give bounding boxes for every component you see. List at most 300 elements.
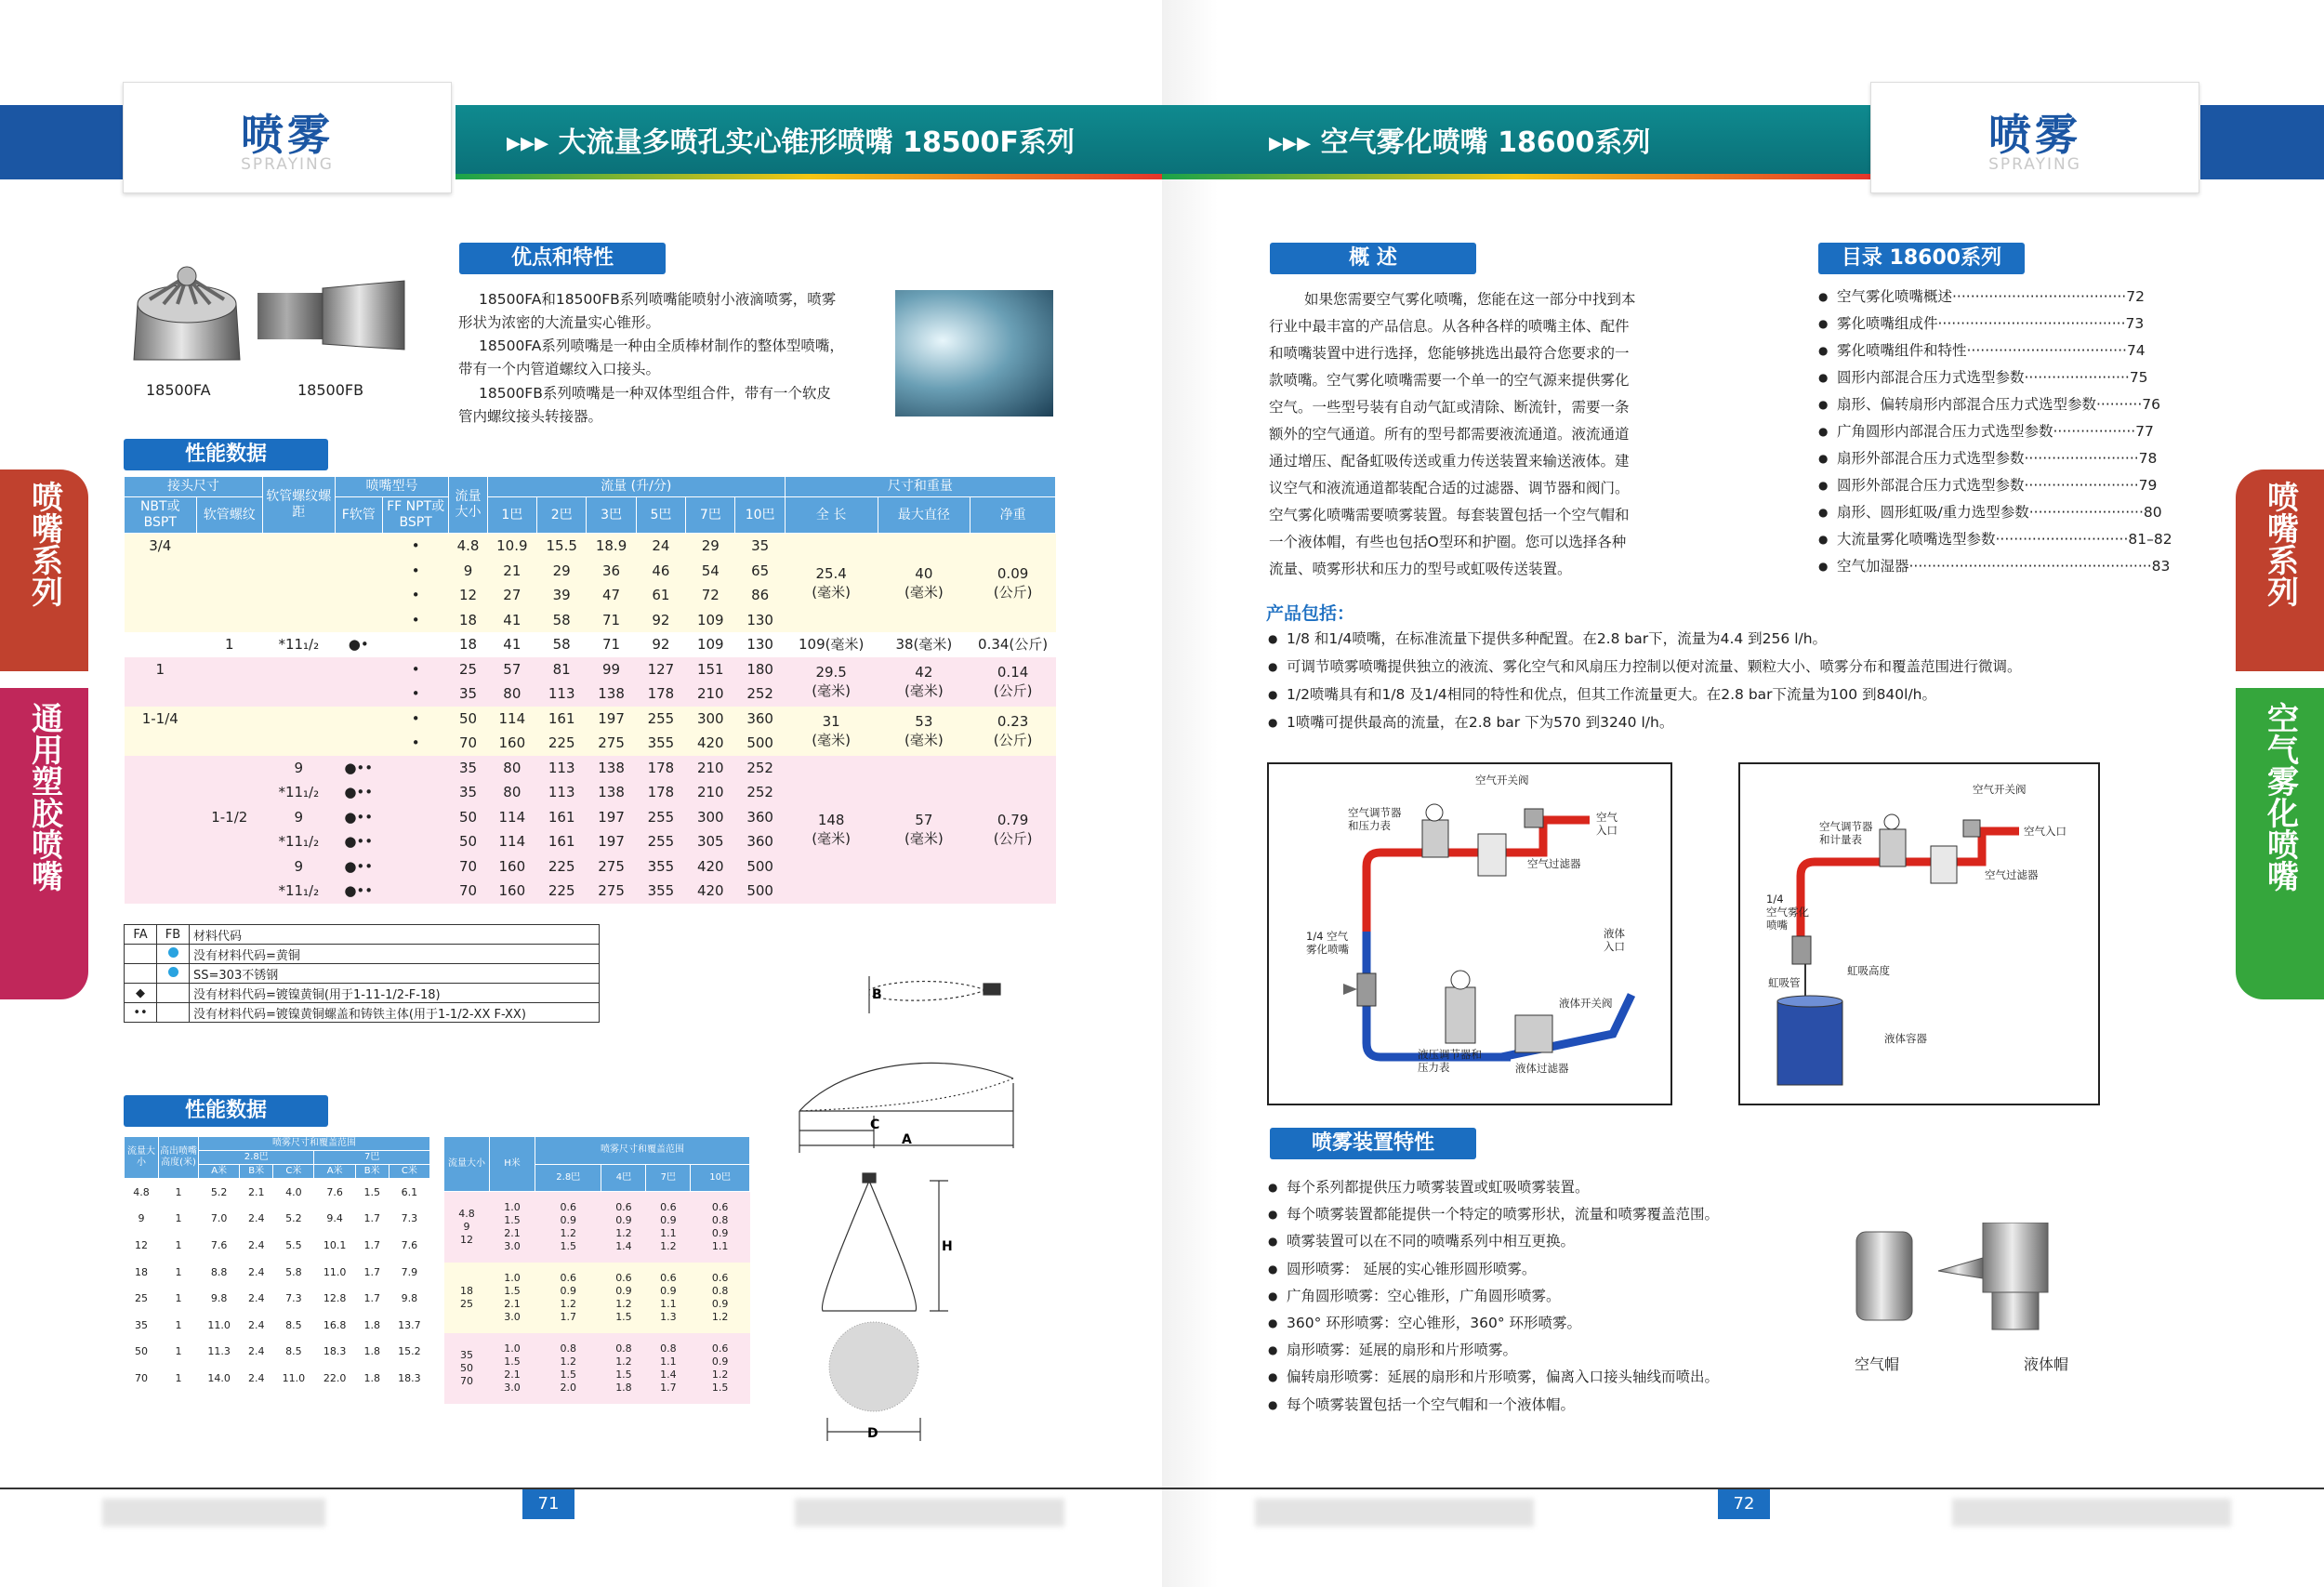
spraying-logo: [1870, 82, 2199, 193]
table-cell: 355: [636, 879, 685, 904]
table-cell: 35: [449, 780, 487, 805]
table-cell: 9: [449, 559, 487, 584]
table-cell: 15.5: [537, 534, 587, 559]
table-cell: 255: [636, 805, 685, 830]
table-cell: [125, 756, 197, 781]
table-cell: 29: [537, 559, 587, 584]
table-cell: 1: [175, 1345, 182, 1358]
dim-label-b: B: [872, 987, 882, 1002]
th-flow: 流量大小: [125, 1137, 159, 1179]
table-cell: [335, 534, 382, 559]
table-cell: 8.8: [210, 1265, 228, 1278]
table-cell: [382, 805, 448, 830]
table-cell: 18: [449, 608, 487, 633]
label-air-inlet: 空气 入口: [1596, 811, 1618, 837]
table-cell: 9: [263, 756, 336, 781]
table-cell: 36: [587, 559, 636, 584]
table-cell: [125, 559, 197, 584]
blue-dot-icon: [168, 967, 178, 977]
table-row: [125, 534, 1056, 559]
nozzle-18500fa-photo: [126, 262, 247, 369]
side-tab-plastic[interactable]: [0, 688, 88, 999]
device-item: ● 偏转扇形喷雾：延展的扇形和片形喷雾，偏离入口接头轴线而喷出。: [1268, 1364, 1719, 1391]
table-cell: [335, 608, 382, 633]
th-length: 全 长: [785, 497, 878, 534]
device-item: ● 每个系列都提供压力喷雾装置或虹吸喷雾装置。: [1268, 1174, 1719, 1201]
table-cell: 1.0 1.5 2.1 3.0: [504, 1342, 521, 1394]
th-c: C米: [389, 1165, 429, 1179]
table-cell: 35: [135, 1318, 148, 1331]
table-cell: 161: [537, 707, 587, 732]
table-cell: 7.6: [326, 1185, 343, 1198]
table-cell: 1.0 1.5 2.1 3.0: [504, 1272, 521, 1323]
toc-item[interactable]: ● 扇形、偏转扇形内部混合压力式选型参数··········76: [1818, 391, 2172, 418]
table-cell: [196, 583, 262, 608]
table-cell: [335, 583, 382, 608]
table-cell: [196, 608, 262, 633]
overview-line: 一个液体帽，有些也包括O型环和护圈。您可以选择各种: [1269, 534, 1627, 550]
dim-cell: 0.09 (公斤): [971, 534, 1056, 633]
table-cell: 2.4: [247, 1212, 265, 1225]
material-legend: [124, 924, 600, 1023]
legend-fb: [157, 964, 190, 984]
table-cell: [125, 583, 197, 608]
table-cell: 18.9: [587, 534, 636, 559]
toc-item[interactable]: ● 扇形外部混合压力式选型参数·························78: [1818, 445, 2172, 472]
dim-cell: 109(毫米): [785, 632, 878, 657]
table-cell: 4.8 9 12: [458, 1208, 475, 1246]
table-cell: ●••: [335, 780, 382, 805]
table-cell: 300: [686, 805, 735, 830]
th-b: B米: [240, 1165, 273, 1179]
th-p7: 7巴: [646, 1164, 691, 1192]
right-page: [1162, 0, 2324, 1587]
footer-blur: [1952, 1499, 2231, 1527]
header-band-left: [0, 105, 123, 179]
label-air-valve: 空气开关阀: [1475, 774, 1529, 787]
table-cell: 113: [537, 780, 587, 805]
table-cell: [382, 879, 448, 904]
features-title: 优点和特性: [459, 243, 666, 274]
th-p10: 10巴: [691, 1164, 750, 1192]
table-cell: 355: [636, 731, 685, 756]
product-item: ● 1/8 和1/4喷嘴，在标准流量下提供多种配置。在2.8 bar下，流量为4.4 到256 l/h。: [1268, 625, 2022, 653]
table-cell: 80: [487, 681, 536, 707]
overview-line: 通过增压、配备虹吸传送或重力传送装置来输送液体。建: [1269, 453, 1630, 469]
table-cell: 70: [135, 1371, 148, 1384]
table-cell: 130: [735, 632, 785, 657]
toc-item[interactable]: ● 雾化喷嘴组件和特性···································74: [1818, 337, 2172, 364]
legend-fa: ◆: [125, 984, 157, 1003]
coverage-table-h: [443, 1136, 750, 1404]
table-cell: 1-1/2: [196, 805, 262, 830]
table-cell: 360: [735, 829, 785, 854]
table-cell: 71: [587, 632, 636, 657]
table-cell: 86: [735, 583, 785, 608]
dim-cell: 40 (毫米): [878, 534, 971, 633]
th-height: 高出喷嘴高度(米): [159, 1137, 199, 1179]
th-p28: 2.8巴: [199, 1151, 314, 1165]
table-cell: 41: [487, 608, 536, 633]
th-p10: 10巴: [735, 497, 785, 534]
table-cell: 161: [537, 829, 587, 854]
legend-fa-header: FA: [125, 925, 157, 945]
legend-code-header: 材料代码: [190, 925, 600, 945]
th-h: H米: [490, 1137, 535, 1192]
table-cell: 0.6 0.9 1.2 1.5: [560, 1201, 576, 1252]
dim-cell: 0.34(公斤): [971, 632, 1056, 657]
table-cell: 65: [735, 559, 785, 584]
th-hose: 软管螺纹: [196, 497, 262, 534]
table-row: [125, 1206, 430, 1233]
cap-photos: [1845, 1223, 2124, 1343]
spraying-logo: [123, 82, 452, 193]
table-cell: 360: [735, 805, 785, 830]
table-cell: 225: [537, 854, 587, 879]
th-dims: 尺寸和重量: [785, 477, 1055, 497]
features-line: 管内螺纹接头转接器。: [458, 408, 603, 425]
table-cell: [196, 756, 262, 781]
dim-cell: 57 (毫米): [878, 756, 971, 904]
table-cell: 1: [175, 1238, 182, 1251]
table-cell: 25: [449, 657, 487, 682]
device-item: ● 广角圆形喷雾：空心锥形，广角圆形喷雾。: [1268, 1283, 1719, 1310]
table-cell: 1-1/4: [125, 707, 197, 732]
table-cell: 70: [449, 854, 487, 879]
logo-en: SPRAYING: [241, 155, 334, 174]
table-cell: 255: [636, 829, 685, 854]
th-p1: 1巴: [487, 497, 536, 534]
dim-cell: 31 (毫米): [785, 707, 878, 756]
products-title: 产品包括：: [1266, 603, 1355, 624]
legend-fa: [125, 964, 157, 984]
table-row: [125, 707, 1056, 732]
th-flow: 流量 (升/分): [487, 477, 785, 497]
label-air-filter: 空气过滤器: [1527, 857, 1581, 870]
table-cell: 2.4: [247, 1265, 265, 1278]
label-nozzle: 1/4 空气雾化 喷嘴: [1766, 893, 1809, 932]
table-cell: 151: [686, 657, 735, 682]
table-cell: 7.0: [210, 1212, 228, 1225]
toc-item[interactable]: ● 广角圆形内部混合压力式选型参数··················77: [1818, 418, 2172, 445]
table-cell: 35: [449, 681, 487, 707]
table-cell: •: [382, 583, 448, 608]
side-tab-air[interactable]: [2236, 688, 2324, 999]
table-cell: •: [382, 559, 448, 584]
overview-line: 额外的空气通道。所有的型号都需要液流通道。液流通道: [1269, 426, 1630, 443]
spray-dimension-diagram: [781, 958, 1078, 1460]
overview-line: 如果您需要空气雾化喷嘴，您能在这一部分中找到本: [1304, 291, 1636, 308]
table-cell: 114: [487, 829, 536, 854]
toc-item[interactable]: ● 圆形内部混合压力式选型参数·······················75: [1818, 364, 2172, 391]
table-cell: [335, 559, 382, 584]
th-flow: 流量大小: [444, 1137, 490, 1192]
table-cell: 70: [449, 731, 487, 756]
table-cell: 197: [587, 805, 636, 830]
siphon-feed-piping: [1740, 764, 2098, 1104]
table-cell: 39: [537, 583, 587, 608]
table-cell: 29: [686, 534, 735, 559]
table-cell: 300: [686, 707, 735, 732]
side-tab-series[interactable]: [2236, 469, 2324, 671]
table-cell: [125, 731, 197, 756]
toc-item[interactable]: ● 扇形、圆形虹吸/重力选型参数·························80: [1818, 499, 2172, 526]
table-cell: 4.8: [133, 1185, 150, 1198]
table-cell: ●••: [335, 805, 382, 830]
dim-cell: 25.4 (毫米): [785, 534, 878, 633]
label-siphon-height: 虹吸高度: [1847, 964, 1890, 977]
table-cell: 54: [686, 559, 735, 584]
device-item: ● 每个喷雾装置包括一个空气帽和一个液体帽。: [1268, 1392, 1719, 1419]
table-cell: 50: [449, 707, 487, 732]
th-hose-thread: 软管螺纹螺距: [263, 477, 336, 534]
legend-fa: [125, 945, 157, 964]
overview-title: 概 述: [1270, 243, 1476, 274]
table-cell: 500: [735, 731, 785, 756]
table-cell: 252: [735, 681, 785, 707]
th-p7: 7巴: [686, 497, 735, 534]
table-cell: 16.8: [323, 1318, 347, 1331]
table-cell: 11.3: [207, 1345, 231, 1358]
table-cell: 0.6 0.9 1.2 1.4: [615, 1201, 632, 1252]
table-cell: 7.6: [210, 1238, 228, 1251]
table-cell: 420: [686, 879, 735, 904]
liquid-cap-label: 液体帽: [2024, 1356, 2069, 1373]
liquid-cap-icon: [1938, 1258, 1983, 1278]
table-cell: 71: [587, 608, 636, 633]
table-row: [125, 756, 1056, 781]
table-cell: 9: [263, 805, 336, 830]
legend-text: 没有材料代码=镀镍黄铜(用于1-11-1/2-F-18): [190, 984, 600, 1003]
table-cell: 1.7: [363, 1238, 380, 1251]
table-cell: 420: [686, 731, 735, 756]
table-cell: 14.0: [207, 1371, 231, 1384]
table-cell: [263, 707, 336, 732]
table-cell: 1.7: [363, 1265, 380, 1278]
table-cell: 275: [587, 731, 636, 756]
table-cell: 0.6 0.9 1.1 1.2: [660, 1201, 677, 1252]
table-cell: 225: [537, 879, 587, 904]
th-weight: 净重: [971, 497, 1056, 534]
table-cell: 138: [587, 780, 636, 805]
table-cell: [196, 681, 262, 707]
th-p3: 3巴: [587, 497, 636, 534]
th-p2: 2巴: [537, 497, 587, 534]
table-cell: [125, 854, 197, 879]
table-cell: 0.6 0.8 0.9 1.1: [711, 1201, 729, 1252]
table-cell: ●•: [335, 632, 382, 657]
table-cell: 70: [449, 879, 487, 904]
features-line: 形状为浓密的大流量实心锥形。: [458, 314, 661, 331]
table-cell: [263, 583, 336, 608]
table-cell: ●••: [335, 854, 382, 879]
side-tab-series[interactable]: [0, 469, 88, 671]
table-cell: [125, 632, 197, 657]
toc-title: 目录 18600系列: [1818, 243, 2025, 274]
table-row: [444, 1192, 750, 1263]
table-cell: 46: [636, 559, 685, 584]
logo-cn: 喷雾: [1988, 110, 2081, 160]
table-cell: 1: [175, 1292, 182, 1305]
table-cell: 114: [487, 805, 536, 830]
toc-item[interactable]: ● 空气加湿器·····················································83: [1818, 553, 2172, 580]
table-row: [444, 1263, 750, 1333]
table-row: [444, 1333, 750, 1404]
table-cell: [196, 854, 262, 879]
toc-item[interactable]: ● 空气雾化喷嘴概述······································72: [1818, 284, 2172, 311]
blue-dot-icon: [168, 947, 178, 958]
overview-line: 行业中最丰富的产品信息。从各种各样的喷嘴主体、配件: [1269, 318, 1630, 335]
table-cell: 4.0: [285, 1185, 302, 1198]
table-cell: 197: [587, 829, 636, 854]
table-row: [125, 657, 1056, 682]
table-cell: •: [382, 608, 448, 633]
table-cell: 180: [735, 657, 785, 682]
overview-line: 空气雾化喷嘴需要喷雾装置。每套装置包括一个空气帽和: [1269, 507, 1630, 523]
table-cell: 127: [636, 657, 685, 682]
table-cell: 18.3: [323, 1345, 347, 1358]
device-item: ● 喷雾装置可以在不同的喷嘴系列中相互更换。: [1268, 1228, 1719, 1255]
overview-line: 流量、喷雾形状和压力的型号或虹吸传送装置。: [1269, 561, 1572, 577]
table-cell: 2.4: [247, 1318, 265, 1331]
air-cap-icon: [1856, 1232, 1912, 1320]
toc-item[interactable]: ● 大流量雾化喷嘴选型参数·····························81–82: [1818, 526, 2172, 553]
table-cell: •: [382, 731, 448, 756]
air-cap-label: 空气帽: [1855, 1356, 1900, 1373]
table-cell: 10.9: [487, 534, 536, 559]
table-cell: 11.0: [282, 1371, 306, 1384]
th-coverage: 喷雾尺寸和覆盖范围: [199, 1137, 430, 1151]
table-cell: [125, 805, 197, 830]
device-item: ● 圆形喷雾： 延展的实心锥形圆形喷雾。: [1268, 1256, 1719, 1283]
table-cell: 138: [587, 681, 636, 707]
legend-fb: [157, 945, 190, 964]
overview-line: 和喷嘴装置中进行选择，您能够挑选出最符合您要求的一: [1269, 345, 1630, 362]
table-cell: 80: [487, 780, 536, 805]
footer-blur: [1255, 1499, 1534, 1527]
side-tab-plastic-label: 通用塑胶喷嘴: [25, 702, 63, 892]
side-tab-air-label: 空气雾化喷嘴: [2261, 702, 2299, 892]
table-cell: 130: [735, 608, 785, 633]
table-cell: [196, 879, 262, 904]
th-f: F软管: [335, 497, 382, 534]
table-cell: 9.4: [326, 1212, 343, 1225]
th-coverage: 喷雾尺寸和覆盖范围: [535, 1137, 750, 1165]
dim-cell: 38(毫米): [878, 632, 971, 657]
table-cell: [382, 829, 448, 854]
label-liquid-regulator: 液压调节器和 压力表: [1418, 1048, 1482, 1074]
table-cell: 178: [636, 681, 685, 707]
table-cell: 114: [487, 707, 536, 732]
th-p7: 7巴: [314, 1151, 430, 1165]
nozzle-18500fb-photo: [256, 279, 409, 353]
table-cell: 81: [537, 657, 587, 682]
label-air-regulator: 空气调节器 和计量表: [1819, 820, 1873, 846]
table-row: [125, 1232, 430, 1259]
table-cell: 57: [487, 657, 536, 682]
table-row: [125, 1179, 430, 1206]
table-cell: 9.8: [210, 1292, 228, 1305]
table-cell: [263, 559, 336, 584]
table-cell: *11₁/₂: [263, 829, 336, 854]
dim-cell: 148 (毫米): [785, 756, 878, 904]
table-cell: •: [382, 534, 448, 559]
products-list: [1268, 625, 2022, 736]
overview-line: 议空气和液流通道都装配合适的过滤器、调节器和阀门。: [1269, 480, 1630, 496]
table-cell: •: [382, 657, 448, 682]
header-title: ▸▸▸ 大流量多喷孔实心锥形喷嘴 18500F系列: [507, 126, 1075, 159]
table-cell: [196, 559, 262, 584]
th-p5: 5巴: [636, 497, 685, 534]
table-cell: 2.4: [247, 1371, 265, 1384]
table-cell: 255: [636, 707, 685, 732]
table-cell: 160: [487, 879, 536, 904]
table-cell: 0.8 1.2 1.5 2.0: [560, 1342, 576, 1394]
perf2-title: 性能数据: [124, 1095, 328, 1127]
table-cell: 9: [263, 854, 336, 879]
spray-photo: [895, 290, 1053, 417]
table-cell: 50: [449, 829, 487, 854]
dim-cell: 0.23 (公斤): [971, 707, 1056, 756]
table-cell: 109: [686, 632, 735, 657]
table-cell: 1.8: [363, 1345, 380, 1358]
label-air-regulator: 空气调节器 和压力表: [1348, 806, 1402, 832]
table-cell: [263, 534, 336, 559]
legend-text: SS=303不锈钢: [190, 964, 600, 984]
table-cell: 18 25: [460, 1285, 473, 1310]
table-cell: 0.6 0.9 1.2 1.5: [711, 1342, 729, 1394]
table-row: [125, 1339, 430, 1366]
table-cell: 6.1: [401, 1185, 418, 1198]
table-cell: [263, 731, 336, 756]
table-cell: 15.2: [398, 1345, 421, 1358]
table-cell: [196, 657, 262, 682]
table-cell: 1.0 1.5 2.1 3.0: [504, 1201, 521, 1252]
table-cell: [382, 780, 448, 805]
features-line: 18500FA和18500FB系列喷嘴能喷射小液滴喷雾，喷雾: [479, 291, 837, 308]
performance-table-1: [124, 476, 1056, 904]
th-ff: FF NPT或BSPT: [382, 497, 448, 534]
table-cell: 355: [636, 854, 685, 879]
table-cell: 7.6: [401, 1238, 418, 1251]
coverage-table: [124, 1136, 430, 1392]
table-cell: 58: [537, 608, 587, 633]
table-cell: 2.4: [247, 1345, 265, 1358]
table-cell: 500: [735, 854, 785, 879]
toc-item[interactable]: ● 圆形外部混合压力式选型参数·························79: [1818, 472, 2172, 499]
table-cell: 35: [735, 534, 785, 559]
toc-item[interactable]: ● 雾化喷嘴组成件·········································73: [1818, 311, 2172, 337]
table-cell: 0.6 0.8 0.9 1.2: [711, 1272, 729, 1323]
table-cell: 420: [686, 854, 735, 879]
label-air-valve: 空气开关阀: [1973, 783, 2027, 796]
table-row: [125, 1259, 430, 1286]
table-cell: [335, 707, 382, 732]
table-cell: 1: [175, 1265, 182, 1278]
th-npt: NBT或BSPT: [125, 497, 197, 534]
logo-en: SPRAYING: [1988, 155, 2081, 174]
header-title: ▸▸▸ 空气雾化喷嘴 18600系列: [1269, 126, 1651, 159]
siphon-feed-diagram: [1738, 762, 2100, 1105]
table-cell: 1.5: [363, 1185, 380, 1198]
table-cell: ●••: [335, 756, 382, 781]
logo-cn: 喷雾: [241, 110, 334, 160]
table-cell: 1: [175, 1318, 182, 1331]
footer-rule: [0, 1488, 1162, 1489]
table-cell: 12.8: [323, 1292, 347, 1305]
table-cell: 2.1: [247, 1185, 265, 1198]
toc-list: [1818, 284, 2172, 580]
